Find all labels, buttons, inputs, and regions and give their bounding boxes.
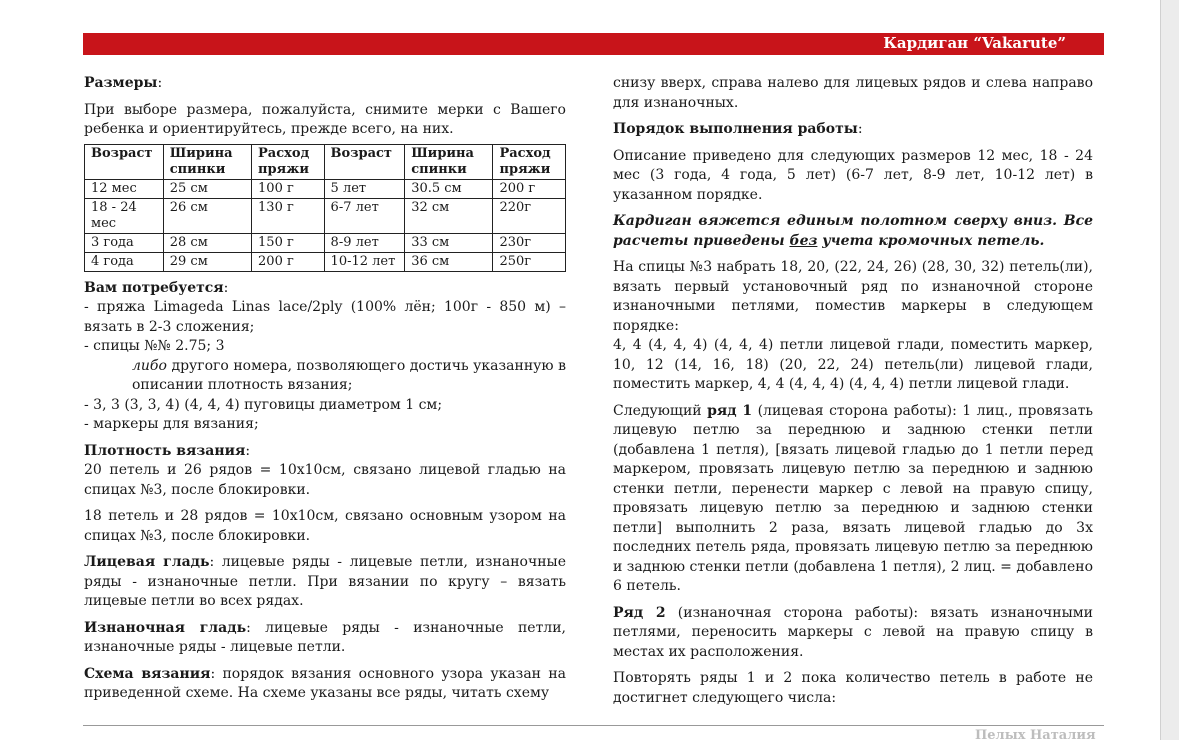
stockinette-text: : лицевые ряды - лицевые петли, изнаночные ряды - изнаночные петли. При вязании по кругу – вязать лицевые петли во всех рядах.	[84, 554, 566, 609]
stockinette-heading: Лицевая гладь	[84, 554, 210, 570]
table-cell: 200 г	[252, 252, 325, 271]
table-cell: 4 года	[85, 252, 164, 271]
emphasis-line-2b: учета кромочных петель.	[817, 232, 1045, 249]
table-cell: 6-7 лет	[324, 198, 405, 233]
order-heading-line: Порядок выполнения работы:	[613, 121, 863, 137]
need-item-yarn: - пряжа Limageda Linas lace/2ply (100% лён; 100г - 850 м) – вязать в 2-3 сложения;	[84, 299, 566, 335]
need-item-markers: - маркеры для вязания;	[84, 416, 259, 432]
density-pattern: 18 петель и 28 рядов = 10х10см, связано основным узором на спицах №3, после блокировки.	[84, 508, 566, 544]
table-cell: 3 года	[85, 233, 164, 252]
table-header-cell: Расход пряжи	[493, 144, 566, 179]
table-cell: 230г	[493, 233, 566, 252]
table-cell: 220г	[493, 198, 566, 233]
reverse-text: : лицевые ряды - изнаночные петли, изнаночные ряды - лицевые петли.	[84, 619, 566, 655]
table-cell: 28 см	[163, 233, 251, 252]
table-row	[85, 198, 566, 233]
table-cell: 30.5 см	[405, 179, 493, 198]
scheme-heading: Схема вязания	[84, 665, 211, 682]
header-bar	[83, 33, 1104, 55]
table-cell: 150 г	[252, 233, 325, 252]
table-cell: 26 см	[163, 198, 251, 233]
density-stockinette: 20 петель и 26 рядов = 10х10см, связано лицевой гладью на спицах №3, после блокировки.	[84, 462, 566, 498]
table-cell: 25 см	[163, 179, 251, 198]
table-cell: 200 г	[493, 179, 566, 198]
sizes-intro: При выборе размера, пожалуйста, снимите мерки с Вашего ребенка и ориентируйтесь, прежде всего, на них.	[84, 101, 566, 137]
table-row	[85, 252, 566, 271]
table-cell: 130 г	[252, 198, 325, 233]
reverse-heading: Изнаночная гладь	[84, 619, 247, 636]
markers-paragraph: 4, 4 (4, 4, 4) (4, 4, 4) петли лицевой глади, поместить маркер, 10, 12 (14, 16, 18) (20, 22, 24) петель(ли) лицевой глади, поместить маркер, 4, 4 (4, 4, 4) (4, 4, 4) петли лицевой глади.	[613, 337, 1093, 392]
table-header-cell: Ширина спинки	[405, 144, 493, 179]
order-heading: Порядок выполнения работы	[613, 121, 858, 137]
table-cell: 18 - 24 мес	[85, 198, 164, 233]
table-cell: 12 мес	[85, 179, 164, 198]
table-cell: 5 лет	[324, 179, 405, 198]
table-header-cell: Расход пряжи	[252, 144, 325, 179]
right-column	[613, 74, 1093, 708]
need-item-needles: - спицы №№ 2.75; 3	[84, 338, 225, 354]
sizes-heading: Размеры	[84, 75, 158, 91]
emphasis-line-2a: Все расчеты приведены	[613, 213, 1093, 249]
alternative-word: либо	[132, 357, 167, 374]
density-heading-line: Плотность вязания:	[84, 442, 251, 459]
need-item-alternative	[84, 357, 566, 396]
table-cell: 8-9 лет	[324, 233, 405, 252]
table-row	[85, 233, 566, 252]
emphasis-note	[613, 212, 1093, 251]
table-row	[85, 179, 566, 198]
emphasis-line-1: Кардиган вяжется единым полотном сверху вниз.	[613, 213, 1058, 229]
density-heading: Плотность вязания	[84, 442, 246, 459]
table-header-cell: Ширина спинки	[163, 144, 251, 179]
scheme-paragraph	[84, 665, 566, 704]
table-header-row	[85, 144, 566, 179]
scheme-continuation: снизу вверх, справа налево для лицевых рядов и слева направо для изнаночных.	[613, 75, 1093, 111]
footer-divider	[83, 725, 1104, 726]
row1-paragraph	[613, 402, 1093, 597]
left-column	[84, 74, 566, 704]
table-cell: 36 см	[405, 252, 493, 271]
need-item-buttons: - 3, 3 (3, 3, 4) (4, 4, 4) пуговицы диаметром 1 см;	[84, 396, 443, 413]
scrollbar-track[interactable]	[1160, 0, 1179, 740]
stockinette-paragraph	[84, 553, 566, 612]
scheme-text: : порядок вязания основного узора указан на приведенной схеме. На схеме указаны все ряды, читать схему	[84, 665, 566, 701]
footer-author: Пелых Наталия	[975, 728, 1096, 743]
table-cell: 100 г	[252, 179, 325, 198]
table-cell: 10-12 лет	[324, 252, 405, 271]
emphasis-underline: без	[789, 232, 818, 249]
table-header-cell: Возраст	[324, 144, 405, 179]
sizes-heading-line: Размеры:	[84, 75, 163, 91]
need-heading: Вам потребуется	[84, 279, 224, 296]
row2-paragraph	[613, 604, 1093, 663]
cast-on-paragraph: На спицы №3 набрать 18, 20, (22, 24, 26) (28, 30, 32) петель(ли), вязать первый установочный ряд по изнаночной стороне изнаночными петлями, поместив маркеры в следующем порядке:	[613, 259, 1093, 334]
alternative-text: другого номера, позволяющего достичь указанную в описании плотность вязания;	[132, 357, 566, 393]
sizes-table	[84, 144, 566, 272]
table-cell: 250г	[493, 252, 566, 271]
reverse-paragraph	[84, 619, 566, 658]
table-header-cell: Возраст	[85, 144, 164, 179]
repeat-paragraph: Повторять ряды 1 и 2 пока количество петель в работе не достигнет следующего числа:	[613, 670, 1093, 706]
table-cell: 32 см	[405, 198, 493, 233]
row2-label: Ряд 2	[613, 604, 666, 621]
table-cell: 33 см	[405, 233, 493, 252]
row2-text: (изнаночная сторона работы): вязать изнаночными петлями, переносить маркеры с левой на правую спицу в местах их расположения.	[613, 604, 1093, 660]
row1-label: ряд 1	[707, 402, 753, 419]
table-cell: 29 см	[163, 252, 251, 271]
order-text: Описание приведено для следующих размеров 12 мес, 18 - 24 мес (3 года, 4 года, 5 лет) (6-7 лет, 8-9 лет, 10-12 лет) в указанном порядке.	[613, 147, 1093, 203]
document-title: Кардиган “Vakarute”	[883, 34, 1066, 52]
row1-prefix: Следующий	[613, 402, 708, 419]
row1-text: (лицевая сторона работы): 1 лиц., провязать лицевую петлю за переднюю и заднюю стенки петли (добавлена 1 петля), [вязать лицевой гладью до 1 петли перед маркером, провязать лицевую петлю за переднюю и заднюю стенки петли, перенести маркер с левой на правую спицу, провязать лицевую петлю за переднюю и заднюю стенки петли] выполнить 2 раза, вязать лицевой гладью до 3х последних петель ряда, провязать лицевую петлю за переднюю и заднюю стенки петли (добавлена 1 петля), 2 лиц. = добавлено 6 петель.	[613, 402, 1093, 594]
need-heading-line: Вам потребуется:	[84, 279, 229, 296]
